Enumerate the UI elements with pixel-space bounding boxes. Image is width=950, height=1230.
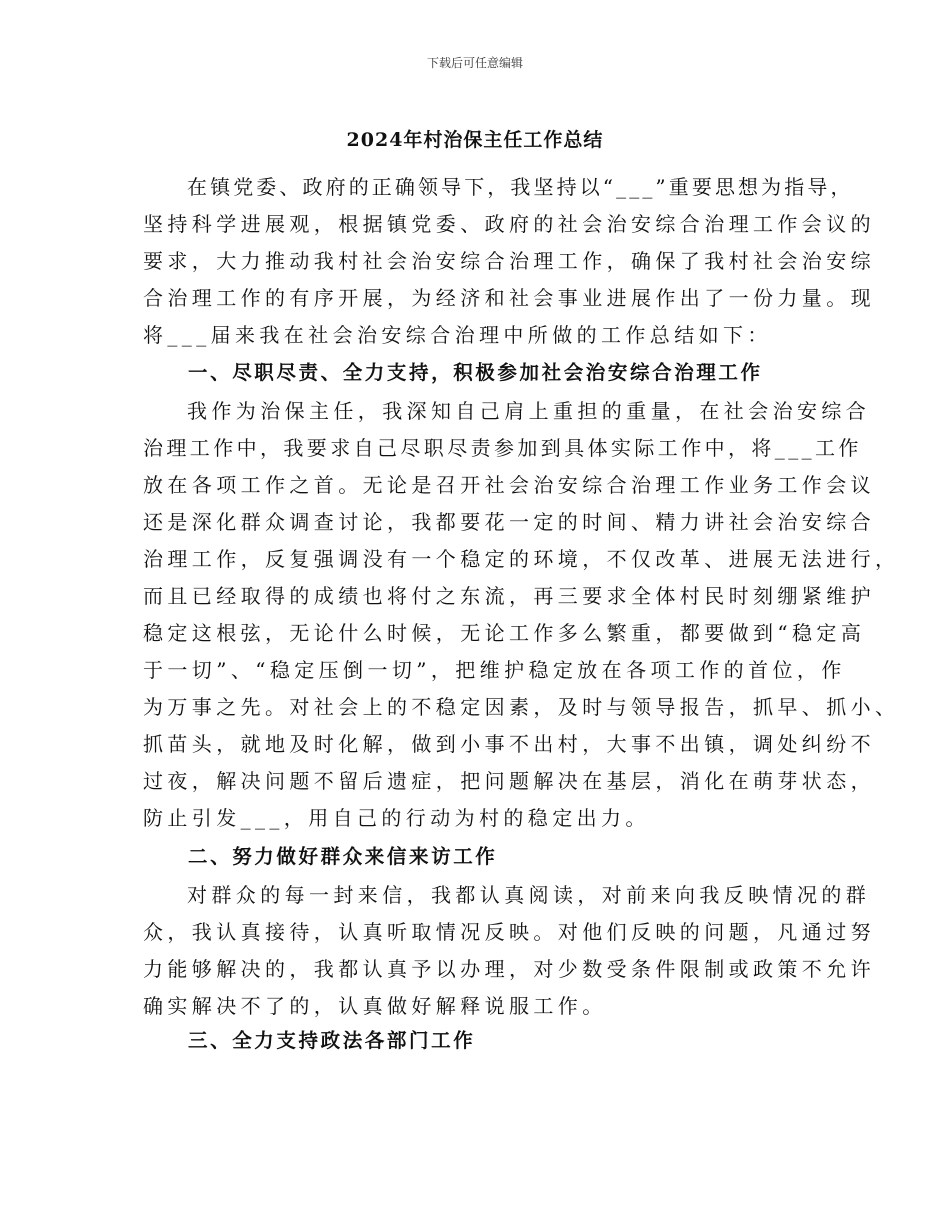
paragraph-line: 力能够解决的，我都认真予以办理，对少数受条件限制或政策不允许 bbox=[143, 957, 875, 981]
paragraph-line: 为万事之先。对社会上的不稳定因素，及时与领导报告，抓早、抓小、 bbox=[143, 695, 900, 719]
paragraph-line: 在镇党委、政府的正确领导下，我坚持以“___”重要思想为指导， bbox=[187, 175, 854, 199]
paragraph-line: 于一切”、“稳定压倒一切”，把维护稳定放在各项工作的首位，作 bbox=[143, 658, 846, 682]
document-title: 2024年村治保主任工作总结 bbox=[346, 129, 604, 151]
paragraph-line: 治理工作中，我要求自己尽职尽责参加到具体实际工作中，将___工作 bbox=[143, 436, 862, 460]
paragraph-line: 放在各项工作之首。无论是召开社会治安综合治理工作业务工作会议 bbox=[143, 473, 875, 497]
paragraph-line: 过夜，解决问题不留后遗症，把问题解决在基层，消化在萌芽状态， bbox=[143, 769, 875, 793]
section-heading-2: 二、努力做好群众来信来访工作 bbox=[188, 845, 498, 868]
header-note: 下载后可任意编辑 bbox=[426, 56, 523, 70]
paragraph-line: 坚持科学进展观，根据镇党委、政府的社会治安综合治理工作会议的 bbox=[143, 212, 875, 236]
paragraph-line: 众，我认真接待，认真听取情况反映。对他们反映的问题，凡通过努 bbox=[143, 920, 875, 944]
paragraph-line: 防止引发___，用自己的行动为村的稳定出力。 bbox=[143, 806, 650, 830]
paragraph-line: 将___届来我在社会治安综合治理中所做的工作总结如下： bbox=[143, 323, 772, 347]
section-heading-3: 三、全力支持政法各部门工作 bbox=[188, 1029, 476, 1052]
paragraph-line: 合治理工作的有序开展，为经济和社会事业进展作出了一份力量。现 bbox=[143, 286, 875, 310]
paragraph-line: 而且已经取得的成绩也将付之东流，再三要求全体村民时刻绷紧维护 bbox=[143, 584, 875, 608]
paragraph-line: 要求，大力推动我村社会治安综合治理工作，确保了我村社会治安综 bbox=[143, 249, 875, 273]
section-heading-1: 一、尽职尽责、全力支持，积极参加社会治安综合治理工作 bbox=[188, 361, 763, 384]
paragraph-line: 稳定这根弦，无论什么时候，无论工作多么繁重，都要做到“稳定高 bbox=[143, 621, 866, 645]
paragraph-line: 抓苗头，就地及时化解，做到小事不出村，大事不出镇，调处纠纷不 bbox=[143, 732, 875, 756]
paragraph-line: 治理工作，反复强调没有一个稳定的环境，不仅改革、进展无法进行， bbox=[143, 547, 900, 571]
paragraph-line: 确实解决不了的，认真做好解释说服工作。 bbox=[143, 994, 607, 1018]
paragraph-line: 我作为治保主任，我深知自己肩上重担的重量，在社会治安综合 bbox=[187, 399, 871, 423]
paragraph-line: 对群众的每一封来信，我都认真阅读，对前来向我反映情况的群 bbox=[187, 883, 871, 907]
paragraph-line: 还是深化群众调查讨论，我都要花一定的时间、精力讲社会治安综合 bbox=[143, 510, 875, 534]
